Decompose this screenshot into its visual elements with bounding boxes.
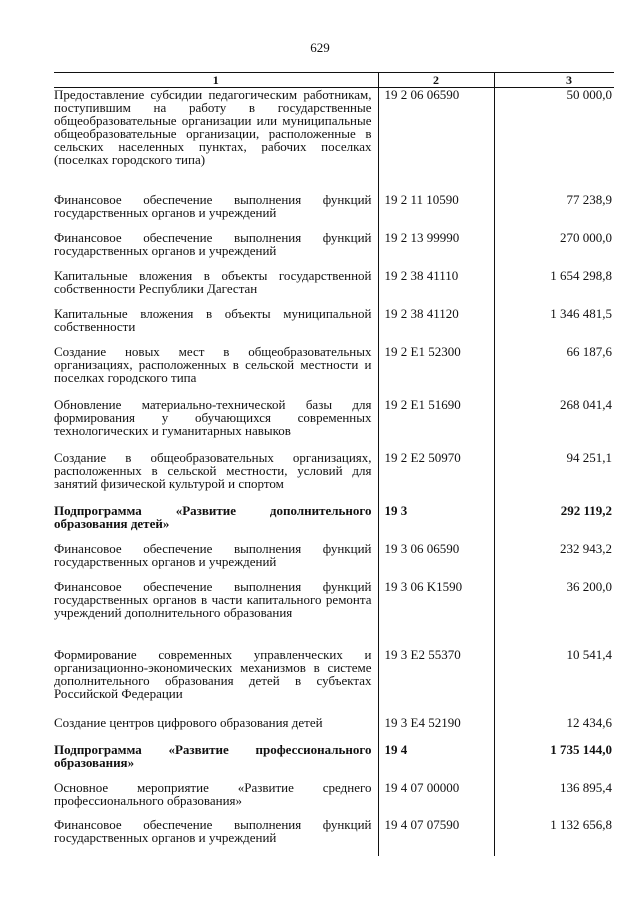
row-name: Создание в общеобразовательных организациях, расположенных в сельской местности, условий для занятий физической культурой и спортом — [54, 449, 372, 491]
table-row — [54, 193, 614, 231]
row-amount: 94 251,1 — [494, 451, 614, 504]
table-row — [54, 88, 614, 193]
row-code: 19 3 06 06590 — [378, 542, 494, 580]
row-name: Финансовое обеспечение выполнения функций государственных органов и учреждений — [54, 229, 372, 258]
row-amount: 270 000,0 — [494, 231, 614, 269]
table-row — [54, 504, 614, 542]
table-row — [54, 345, 614, 398]
row-name: Подпрограмма «Развитие профессионального образования» — [54, 741, 372, 770]
row-code: 19 2 11 10590 — [378, 193, 494, 231]
row-amount: 36 200,0 — [494, 580, 614, 648]
row-name: Предоставление субсидии педагогическим работникам, поступившим на работу в государственные общеобразовательные организации или муниципальные общеобразовательные организации, расположенные в сельских населенных пунктах, рабочих поселках (поселках городского типа) — [54, 87, 372, 167]
row-amount: 77 238,9 — [494, 193, 614, 231]
header-col-2: 2 — [378, 73, 494, 88]
row-amount: 50 000,0 — [494, 88, 614, 193]
table-row — [54, 716, 614, 743]
table-row — [54, 231, 614, 269]
table-row — [54, 451, 614, 504]
row-name: Финансовое обеспечение выполнения функций государственных органов и учреждений — [54, 540, 372, 569]
row-code: 19 3 E4 52190 — [378, 716, 494, 743]
row-code: 19 2 E1 52300 — [378, 345, 494, 398]
row-amount: 1 132 656,8 — [494, 818, 614, 856]
row-code: 19 2 E1 51690 — [378, 398, 494, 451]
row-name: Капитальные вложения в объекты государственной собственности Республики Дагестан — [54, 267, 372, 296]
table-row — [54, 307, 614, 345]
budget-table — [54, 72, 614, 856]
row-code: 19 4 07 00000 — [378, 781, 494, 818]
row-name: Создание новых мест в общеобразовательных организациях, расположенных в сельской местности и поселках городского типа — [54, 343, 372, 385]
header-col-1: 1 — [54, 73, 378, 88]
row-code: 19 4 07 07590 — [378, 818, 494, 856]
row-code: 19 2 E2 50970 — [378, 451, 494, 504]
row-name: Формирование современных управленческих и организационно-экономических механизмов в системе дополнительного образования детей в субъектах Российской Федерации — [54, 646, 372, 701]
row-code: 19 3 06 K1590 — [378, 580, 494, 648]
row-name: Финансовое обеспечение выполнения функций государственных органов в части капитального ремонта учреждений дополнительного образования — [54, 578, 372, 620]
row-amount: 10 541,4 — [494, 648, 614, 716]
row-code: 19 3 — [378, 504, 494, 542]
row-amount: 292 119,2 — [494, 504, 614, 542]
table-header — [54, 73, 614, 88]
row-amount: 1 654 298,8 — [494, 269, 614, 307]
row-code: 19 2 38 41110 — [378, 269, 494, 307]
row-amount: 136 895,4 — [494, 781, 614, 818]
row-amount: 232 943,2 — [494, 542, 614, 580]
row-name: Обновление материально-технической базы для формирования у обучающихся современных технологических и гуманитарных навыков — [54, 396, 372, 438]
row-amount: 268 041,4 — [494, 398, 614, 451]
row-name: Финансовое обеспечение выполнения функций государственных органов и учреждений — [54, 191, 372, 220]
table-row — [54, 743, 614, 781]
table-row — [54, 818, 614, 856]
table-row — [54, 580, 614, 648]
row-code: 19 2 38 41120 — [378, 307, 494, 345]
row-amount: 1 735 144,0 — [494, 743, 614, 781]
row-name: Подпрограмма «Развитие дополнительного образования детей» — [54, 502, 372, 531]
row-name: Создание центров цифрового образования детей — [54, 714, 323, 730]
row-code: 19 4 — [378, 743, 494, 781]
table-body — [54, 88, 614, 856]
header-col-3: 3 — [494, 73, 614, 88]
row-name: Финансовое обеспечение выполнения функций государственных органов и учреждений — [54, 816, 372, 845]
row-code: 19 3 E2 55370 — [378, 648, 494, 716]
row-code: 19 2 13 99990 — [378, 231, 494, 269]
table-row — [54, 398, 614, 451]
table-row — [54, 781, 614, 818]
header-row — [54, 73, 614, 88]
table-row — [54, 542, 614, 580]
row-code: 19 2 06 06590 — [378, 88, 494, 193]
row-name: Капитальные вложения в объекты муниципальной собственности — [54, 305, 372, 334]
page-number: 629 — [310, 40, 330, 55]
row-amount: 1 346 481,5 — [494, 307, 614, 345]
row-amount: 66 187,6 — [494, 345, 614, 398]
table-row — [54, 269, 614, 307]
row-name: Основное мероприятие «Развитие среднего профессионального образования» — [54, 779, 372, 808]
table-row — [54, 648, 614, 716]
row-amount: 12 434,6 — [494, 716, 614, 743]
